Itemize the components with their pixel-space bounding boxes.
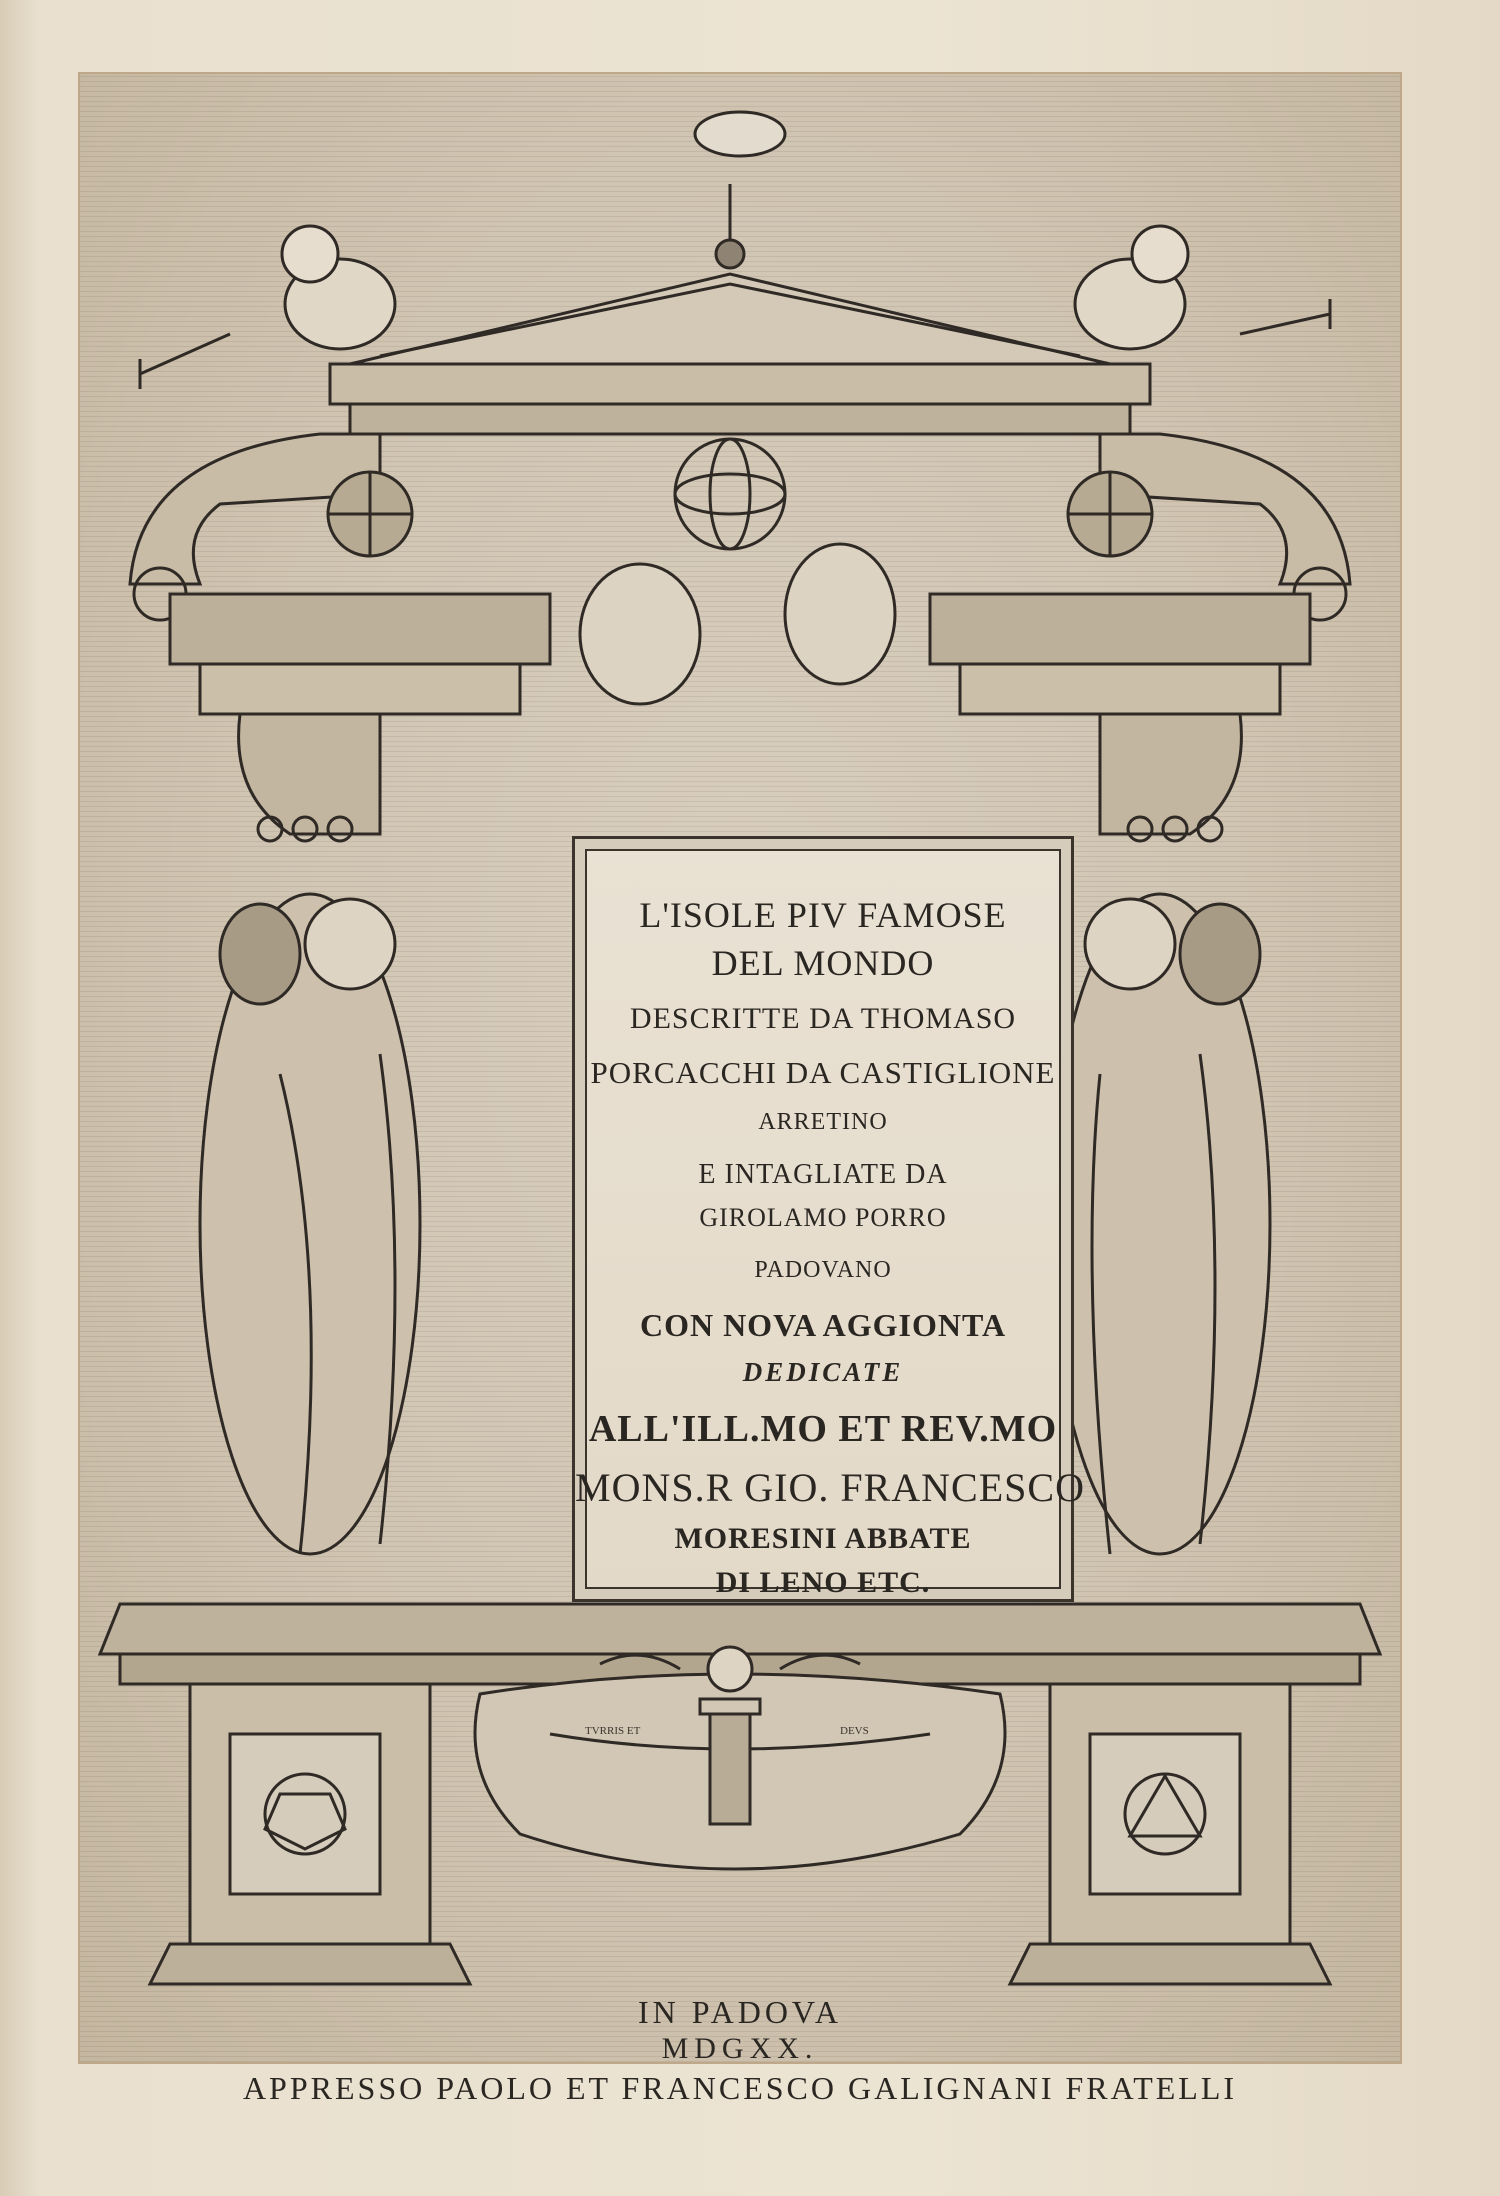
engraved-plate	[78, 72, 1402, 2106]
title-line-10: DEDICATE	[742, 1357, 904, 1387]
title-line-12: MONS.R GIO. FRANCESCO	[575, 1465, 1085, 1510]
title-line-1: L'ISOLE PIV FAMOSE	[639, 895, 1007, 935]
title-line-6: E INTAGLIATE DA	[698, 1159, 948, 1190]
title-line-14: DI LENO ETC.	[715, 1566, 931, 1599]
title-line-4: PORCACCHI DA CASTIGLIONE	[590, 1055, 1056, 1090]
title-line-7: GIROLAMO PORRO	[699, 1203, 947, 1232]
title-line-8: PADOVANO	[754, 1257, 892, 1283]
imprint-year: MDGXX.	[661, 2032, 819, 2065]
title-line-13: MORESINI ABBATE	[674, 1522, 972, 1555]
title-line-2: DEL MONDO	[711, 943, 935, 983]
title-line-11: ALL'ILL.MO ET REV.MO	[588, 1408, 1058, 1450]
title-line-9: CON NOVA AGGIONTA	[639, 1307, 1007, 1343]
title-cartouche	[572, 836, 1085, 1602]
motto-right: DEVS	[840, 1725, 869, 1737]
title-line-5: ARRETINO	[758, 1109, 888, 1135]
motto-left: TVRRIS ET	[585, 1725, 641, 1737]
title-line-3: DESCRITTE DA THOMASO	[629, 1002, 1017, 1035]
imprint-printer: APPRESSO PAOLO ET FRANCESCO GALIGNANI FRATELLI	[242, 2070, 1238, 2106]
imprint-city: IN PADOVA	[637, 1994, 843, 2030]
